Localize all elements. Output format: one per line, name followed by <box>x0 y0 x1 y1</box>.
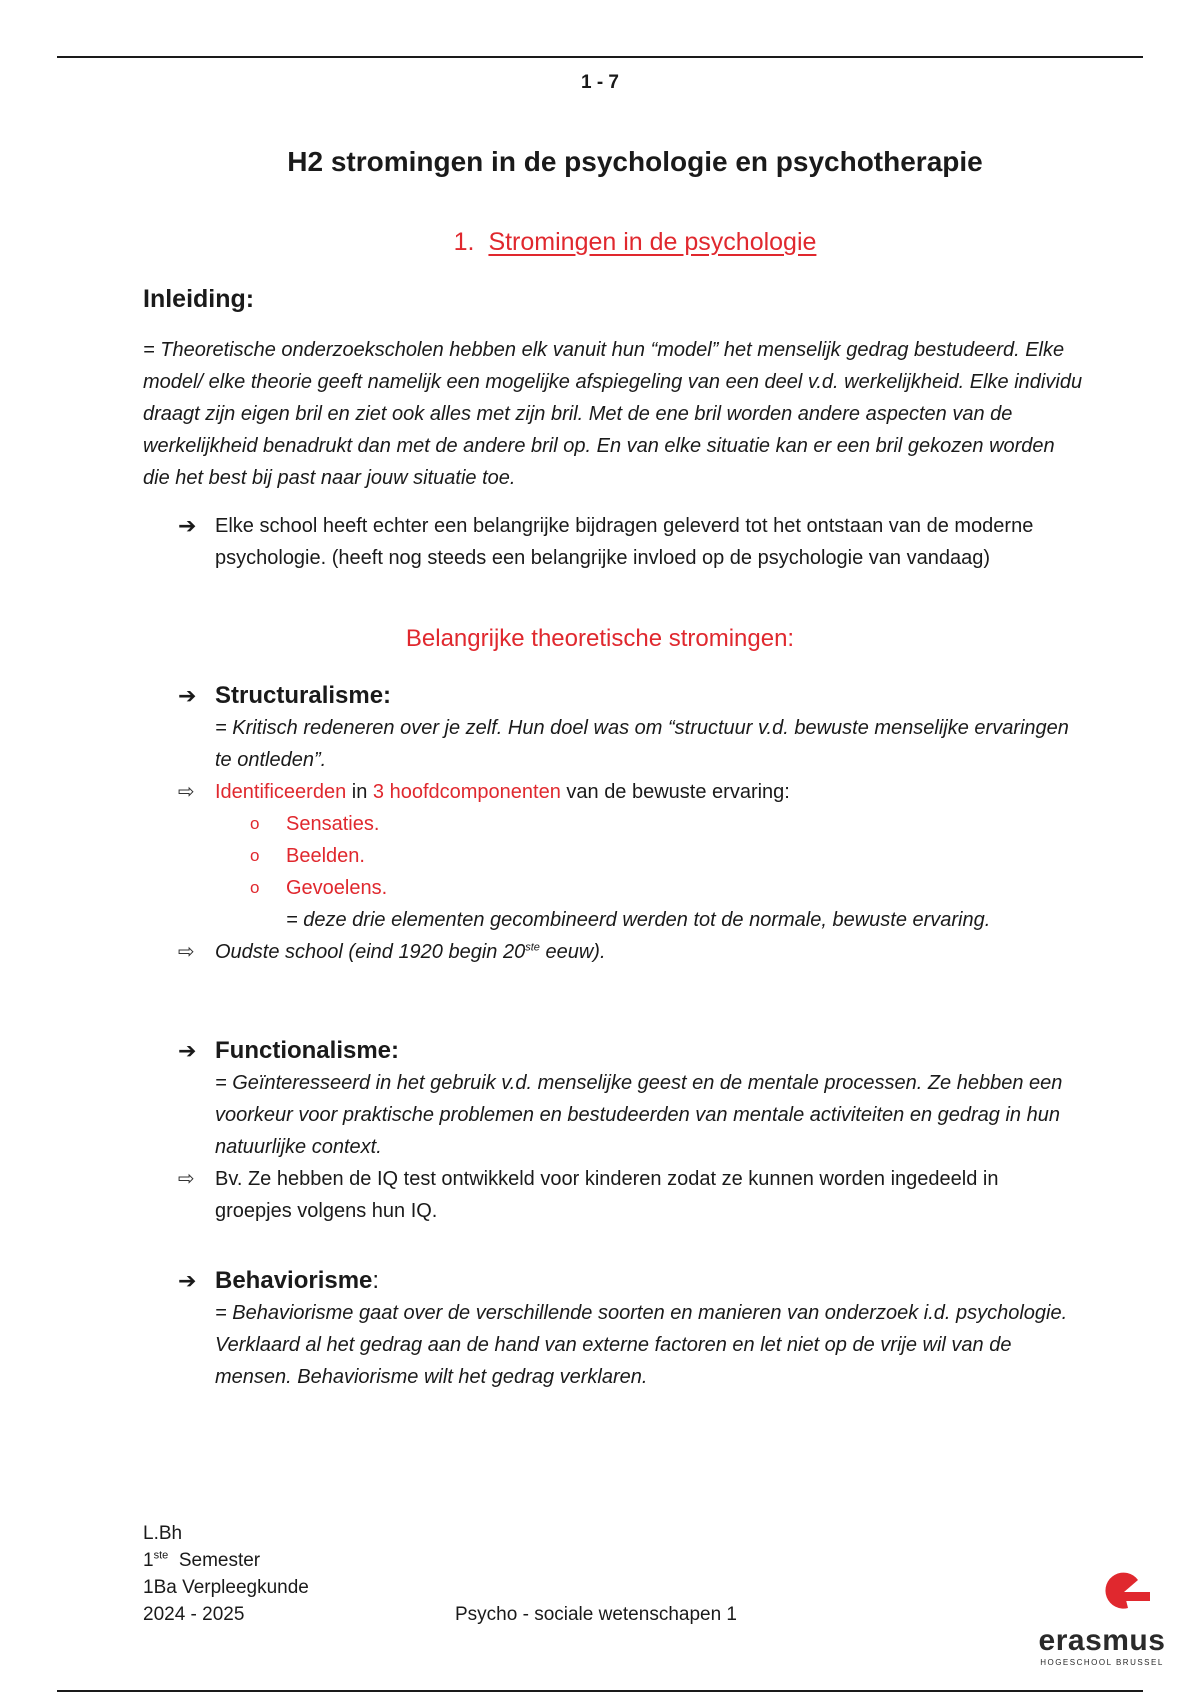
functionalisme-heading: Functionalisme: <box>215 1037 400 1064</box>
point-text: Elke school heeft echter een belangrijke bijdragen geleverd tot het ontstaan van de moderne psychologie. (heeft nog steeds een belangrijke invloed op de psychologie van vandaag) <box>215 515 1034 569</box>
logo-wordmark: erasmus <box>1038 1624 1166 1657</box>
section-number: 1. <box>453 228 475 256</box>
identify-mid: in <box>346 781 373 803</box>
subheading-theories: Belangrijke theoretische stromingen: <box>405 625 795 652</box>
circle-bullet-icon: o <box>250 814 260 833</box>
footer-course: Psycho - sociale wetenschapen 1 <box>455 1604 737 1625</box>
intro-label: Inleiding: <box>143 285 255 313</box>
oldest-school-note <box>215 936 606 968</box>
identify-rest: van de bewuste ervaring: <box>560 781 790 803</box>
oldest-sup: ste <box>525 941 540 954</box>
behaviorisme-heading <box>215 1265 379 1297</box>
structuralisme-identify <box>215 776 790 808</box>
footer-info <box>143 1520 309 1628</box>
logo-subtitle: HOGESCHOOL BRUSSEL <box>1040 1658 1164 1667</box>
list-item <box>250 840 1078 872</box>
arrow-right-icon: ➔ <box>178 513 197 538</box>
section-heading <box>0 228 1200 257</box>
behaviorisme-definition: = Behaviorisme gaat over de verschillende soorten en manieren van onderzoek i.d. psychologie. Verklaard al het gedrag aan de hand van externe factoren en let niet op de vrije wil van de mensen. Behaviorisme wilt het gedrag verklaren. <box>215 1302 1068 1388</box>
school-structuralisme <box>178 680 1078 968</box>
component-beelden: Beelden. <box>286 845 365 867</box>
top-rule <box>57 56 1143 58</box>
semester-sup: ste <box>153 1549 169 1562</box>
logo-mark-bar <box>1110 1592 1150 1601</box>
behaviorisme-heading-colon: : <box>372 1267 380 1294</box>
footer-program: 1Ba Verpleegkunde <box>143 1577 309 1598</box>
behaviorisme-heading-text: Behaviorisme <box>215 1267 373 1294</box>
oldest-post: eeuw). <box>539 941 606 963</box>
functionalisme-definition: = Geïnteresseerd in het gebruik v.d. menselijke geest en de mentale processen. Ze hebben een voorkeur voor praktische problemen en bestudeerden van mentale activiteiten en gedrag in hun natuurlijke context. <box>215 1072 1063 1158</box>
component-sensaties: Sensaties. <box>286 813 380 835</box>
oldest-pre: Oudste school (eind 1920 begin 20 <box>215 941 526 963</box>
intro-text: = Theoretische onderzoekscholen hebben elk vanuit hun “model” het menselijk gedrag bestudeerd. Elke model/ elke theorie geeft namelijk een mogelijke afspiegeling van een deel v.d. werkelijkheid. Elke individu draagt zijn eigen bril en ziet ook alles met zijn bril. Met de ene bril worden andere aspecten van de werkelijkheid benadrukt dan met de andere bril op. En van elke situatie kan er een bril gekozen worden die het best bij past naar jouw situatie toe. <box>143 339 1083 489</box>
hollow-arrow-icon: ⇨ <box>178 781 195 803</box>
component-gevoelens: Gevoelens. <box>286 877 388 899</box>
main-components: 3 hoofdcomponenten <box>372 781 561 803</box>
hollow-arrow-icon: ⇨ <box>178 1168 195 1190</box>
structuralisme-definition: = Kritisch redeneren over je zelf. Hun doel was om “structuur v.d. bewuste menselijke ervaringen te ontleden”. <box>215 717 1069 771</box>
hollow-arrow-icon: ⇨ <box>178 941 195 963</box>
section-title: Stromingen in de psychologie <box>488 228 817 256</box>
circle-bullet-icon: o <box>250 878 260 897</box>
identify-word: Identificeerden <box>215 781 347 803</box>
circle-bullet-icon: o <box>250 846 260 865</box>
list-item <box>250 808 1078 840</box>
footer-semester <box>143 1547 309 1574</box>
point-modern-psychology <box>178 510 1078 574</box>
components-combined-note: = deze drie elementen gecombineerd werden tot de normale, bewuste ervaring. <box>286 909 991 931</box>
arrow-right-icon: ➔ <box>178 1268 197 1293</box>
semester-number: 1 <box>143 1550 154 1571</box>
components-list <box>250 808 1078 904</box>
logo-mark-shape <box>1105 1573 1138 1609</box>
footer-year: 2024 - 2025 <box>143 1604 245 1625</box>
page-number: 1 - 7 <box>580 72 620 93</box>
school-behaviorisme <box>178 1265 1078 1393</box>
functionalisme-example: Bv. Ze hebben de IQ test ontwikkeld voor kinderen zodat ze kunnen worden ingedeeld in groepjes volgens hun IQ. <box>215 1168 999 1222</box>
list-item <box>250 872 1078 904</box>
school-functionalisme <box>178 1035 1078 1227</box>
arrow-right-icon: ➔ <box>178 683 197 708</box>
document-title: H2 stromingen in de psychologie en psychotherapie <box>287 146 983 177</box>
semester-label: Semester <box>168 1550 261 1571</box>
structuralisme-heading: Structuralisme: <box>215 682 392 709</box>
bottom-rule <box>57 1690 1143 1692</box>
footer-author: L.Bh <box>143 1523 183 1544</box>
arrow-right-icon: ➔ <box>178 1038 197 1063</box>
